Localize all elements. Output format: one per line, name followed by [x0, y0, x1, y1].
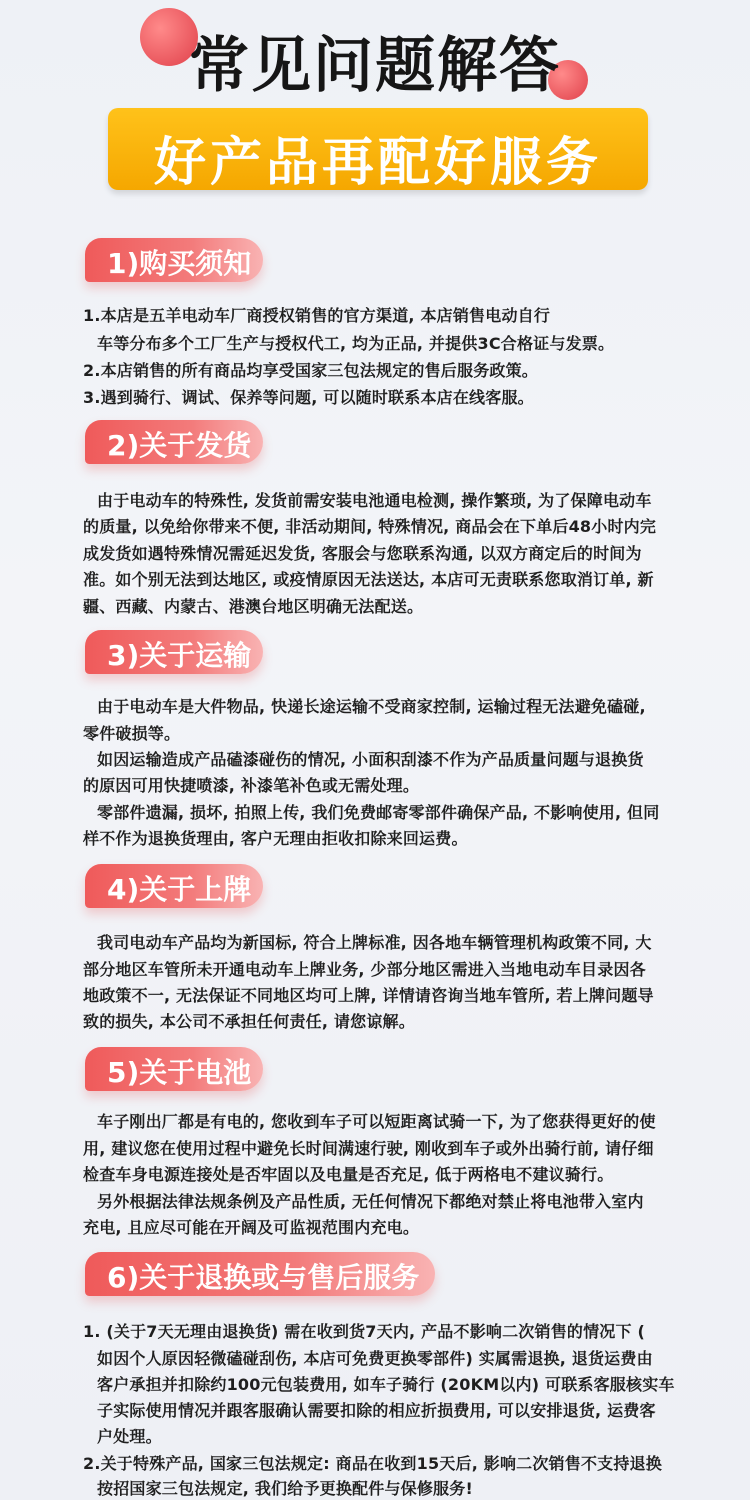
section-text-line: 2.本店销售的所有商品均享受国家三包法规定的售后服务政策。: [83, 361, 539, 380]
section-text-line: 疆、西藏、内蒙古、港澳台地区明确无法配送。: [83, 597, 424, 616]
section-text-line: 户处理。: [97, 1427, 162, 1446]
section-heading-label: 2)关于发货: [107, 429, 252, 462]
section-text-line: 2.关于特殊产品, 国家三包法规定: 商品在收到15天后, 影响二次销售不支持退换: [83, 1454, 662, 1473]
section-text-line: 如因运输造成产品磕漆碰伤的情况, 小面积刮漆不作为产品质量问题与退换货: [97, 750, 644, 769]
section-heading-label: 4)关于上牌: [107, 873, 252, 906]
section-text-line: 准。如个别无法到达地区, 或疫情原因无法送达, 本店可无责联系您取消订单, 新: [83, 570, 654, 589]
section-text-line: 1. (关于7天无理由退换货) 需在收到货7天内, 产品不影响二次销售的情况下 (: [83, 1322, 645, 1341]
section-text-line: 部分地区车管所未开通电动车上牌业务, 少部分地区需进入当地电动车目录因各: [83, 960, 646, 979]
section-text-line: 样不作为退换货理由, 客户无理由拒收扣除来回运费。: [83, 829, 468, 848]
section-text-line: 车等分布多个工厂生产与授权代工, 均为正品, 并提供3C合格证与发票。: [97, 334, 615, 353]
section-text-line: 如因个人原因轻微磕碰刮伤, 本店可免费更换零部件) 实属需退换, 退货运费由: [97, 1349, 653, 1368]
section-text-line: 由于电动车是大件物品, 快递长途运输不受商家控制, 运输过程无法避免磕碰,: [97, 697, 646, 716]
section-heading-transport: [85, 630, 263, 674]
section-text-line: 另外根据法律法规条例及产品性质, 无任何情况下都绝对禁止将电池带入室内: [97, 1192, 644, 1211]
section-heading-returns: [85, 1252, 435, 1296]
section-text-line: 用, 建议您在使用过程中避免长时间满速行驶, 刚收到车子或外出骑行前, 请仔细: [83, 1139, 654, 1158]
section-text-line: 零部件遗漏, 损坏, 拍照上传, 我们免费邮寄零部件确保产品, 不影响使用, 但同: [97, 803, 660, 822]
section-heading-label: 3)关于运输: [107, 639, 252, 672]
section-text-line: 地政策不一, 无法保证不同地区均可上牌, 详情请咨询当地车管所, 若上牌问题导: [83, 986, 654, 1005]
section-heading-registration: [85, 864, 263, 908]
section-text-line: 由于电动车的特殊性, 发货前需安装电池通电检测, 操作繁琐, 为了保障电动车: [97, 491, 652, 510]
section-heading-battery: [85, 1047, 263, 1091]
section-text-line: 3.遇到骑行、调试、保养等问题, 可以随时联系本店在线客服。: [83, 388, 534, 407]
section-text-line: 按招国家三包法规定, 我们给予更换配件与保修服务!: [97, 1479, 473, 1498]
page-title: 常见问题解答: [189, 31, 561, 101]
section-text-line: 的质量, 以免给你带来不便, 非活动期间, 特殊情况, 商品会在下单后48小时内完: [83, 517, 657, 536]
section-text-line: 我司电动车产品均为新国标, 符合上牌标准, 因各地车辆管理机构政策不同, 大: [97, 933, 652, 952]
section-text-line: 成发货如遇特殊情况需延迟发货, 客服会与您联系沟通, 以双方商定后的时间为: [83, 544, 642, 563]
section-text-line: 车子刚出厂都是有电的, 您收到车子可以短距离试骑一下, 为了您获得更好的使: [97, 1112, 656, 1131]
service-banner: [108, 108, 648, 193]
section-text-line: 检查车身电源连接处是否牢固以及电量是否充足, 低于两格电不建议骑行。: [83, 1165, 614, 1184]
section-text-line: 1.本店是五羊电动车厂商授权销售的官方渠道, 本店销售电动自行: [83, 306, 551, 325]
section-text-line: 致的损失, 本公司不承担任何责任, 请您谅解。: [83, 1012, 415, 1031]
section-text-line: 的原因可用快捷喷漆, 补漆笔补色或无需处理。: [83, 776, 420, 795]
section-heading-label: 1)购买须知: [107, 247, 252, 280]
section-heading-label: 6)关于退换或与售后服务: [107, 1261, 420, 1294]
section-text-line: 零件破损等。: [83, 724, 181, 743]
section-text-line: 充电, 且应尽可能在开阔及可监视范围内充电。: [83, 1218, 420, 1237]
section-heading-purchase: [85, 238, 263, 282]
banner-text: 好产品再配好服务: [153, 133, 602, 193]
section-text-line: 子实际使用情况并跟客服确认需要扣除的相应折损费用, 可以安排退货, 运费客: [97, 1401, 656, 1420]
section-heading-shipping: [85, 420, 263, 464]
section-heading-label: 5)关于电池: [107, 1056, 252, 1089]
section-text-line: 客户承担并扣除约100元包装费用, 如车子骑行 (20KM以内) 可联系客服核实车: [97, 1375, 675, 1394]
